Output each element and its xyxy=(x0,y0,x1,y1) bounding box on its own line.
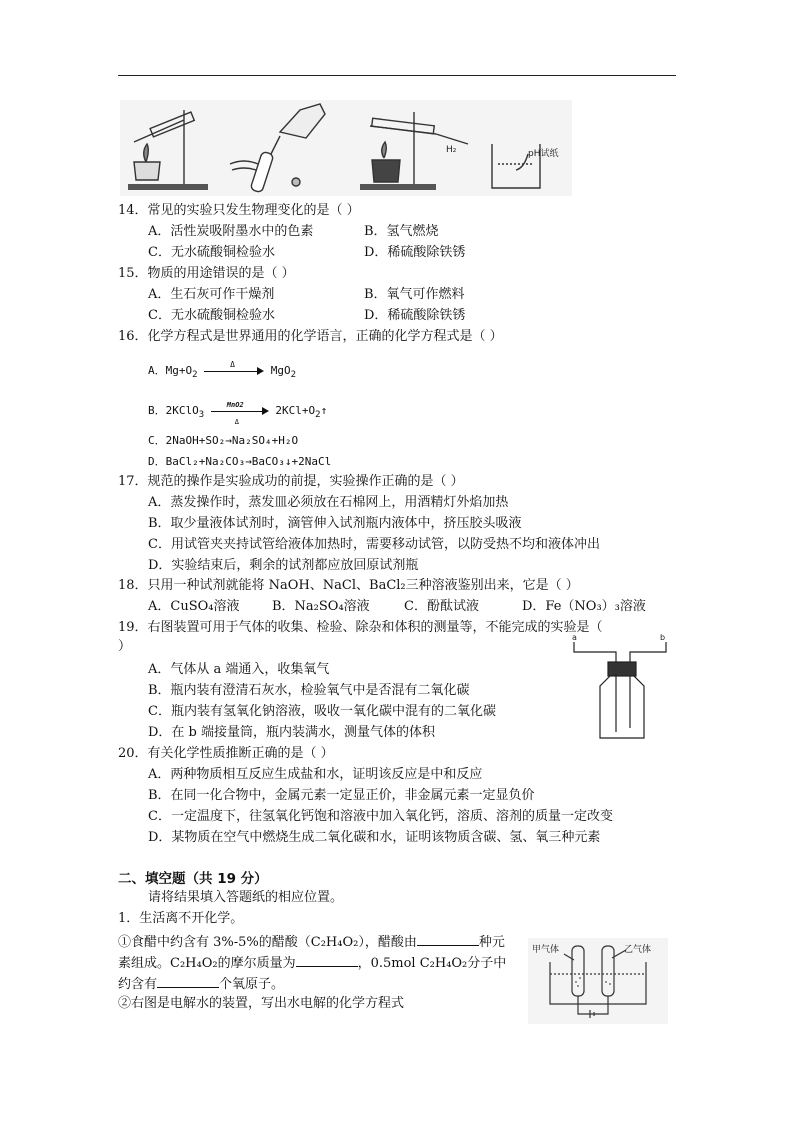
section-title: 二、填空题（共 19 分） xyxy=(118,871,268,887)
q18-option-c: C．酚酞试液 xyxy=(404,599,479,614)
label-b: b xyxy=(660,633,666,642)
q16-option-c: C．2NaOH+SO₂→Na₂SO₄+H₂O xyxy=(148,434,299,447)
q15-option-c: C．无水硫酸铜检验水 xyxy=(148,308,275,323)
q20-option-c: C．一定温度下，往氢氧化钙饱和溶液中加入氧化钙，溶质、溶剂的质量一定改变 xyxy=(148,809,613,824)
q19-stem: 19．右图装置可用于气体的收集、检验、除杂和体积的测量等，不能完成的实验是（ xyxy=(118,620,603,635)
experiment-figure xyxy=(120,100,572,196)
arrow-icon: Δ xyxy=(204,365,264,377)
section-instruction: 请将结果填入答题纸的相应位置。 xyxy=(148,890,344,905)
q19-stem-end: ） xyxy=(118,639,132,654)
gas-b-label: 乙气体 xyxy=(624,945,652,955)
q20-option-b: B．在同一化合物中，金属元素一定显正价，非金属元素一定显负价 xyxy=(148,788,535,803)
answer-blank-2[interactable] xyxy=(296,953,358,967)
q18-option-a: A．CuSO₄溶液 xyxy=(148,599,240,614)
q15-option-b: B．氧气可作燃料 xyxy=(364,287,465,302)
header-rule xyxy=(118,75,676,76)
q17-option-d: D．实验结束后，剩余的试剂都应放回原试剂瓶 xyxy=(148,558,419,573)
q19-option-c: C．瓶内装有氢氧化钠溶液，吸收一氧化碳中混有的二氧化碳 xyxy=(148,704,496,719)
fill-line-4: ②右图是电解水的装置，写出水电解的化学方程式 xyxy=(118,996,405,1011)
q15-option-d: D．稀硫酸除铁锈 xyxy=(364,308,466,323)
q18-option-b: B．Na₂SO₄溶液 xyxy=(272,599,370,614)
gas-bottle-figure xyxy=(570,632,670,744)
q14-option-c: C．无水硫酸铜检验水 xyxy=(148,245,275,260)
q17-option-b: B．取少量液体试剂时，滴管伸入试剂瓶内液体中，挤压胶头吸液 xyxy=(148,516,522,531)
q16-stem: 16．化学方程式是世界通用的化学语言，正确的化学方程式是（ ） xyxy=(118,329,503,344)
q16-option-d: D．BaCl₂+Na₂CO₃→BaCO₃↓+2NaCl xyxy=(148,455,332,468)
q19-option-a: A．气体从 a 端通入，收集氧气 xyxy=(148,662,330,677)
q15-stem: 15．物质的用途错误的是（ ） xyxy=(118,266,295,281)
label-a: a xyxy=(572,633,577,642)
q19-option-d: D．在 b 端接量筒，瓶内装满水，测量气体的体积 xyxy=(148,725,436,740)
arrow-icon: MnO2 Δ xyxy=(211,405,269,417)
h2-label: H₂ xyxy=(446,145,457,155)
gas-arrow-icon: ↑ xyxy=(320,404,328,417)
gas-a-label: 甲气体 xyxy=(532,945,560,955)
fill-q1: 1．生活离不开化学。 xyxy=(118,911,244,926)
fill-line-1: ①食醋中约含有 3%-5%的醋酸（C₂H₄O₂），醋酸由 种元 xyxy=(118,932,505,952)
q18-stem: 18．只用一种试剂就能将 NaOH、NaCl、BaCl₂三种溶液鉴别出来，它是（ ） xyxy=(118,578,579,593)
fill-line-2: 素组成。C₂H₄O₂的摩尔质量为 ，0.5mol C₂H₄O₂分子中 xyxy=(118,953,506,973)
ph-paper-label: pH试纸 xyxy=(528,149,559,159)
q14-option-d: D．稀硫酸除铁锈 xyxy=(364,245,466,260)
electrolysis-figure xyxy=(528,938,668,1024)
q14-option-b: B．氢气燃烧 xyxy=(364,224,439,239)
q14-option-a: A．活性炭吸附墨水中的色素 xyxy=(148,224,314,239)
answer-blank-1[interactable] xyxy=(417,932,479,946)
q14-stem: 14．常见的实验只发生物理变化的是（ ） xyxy=(118,203,360,218)
q15-option-a: A．生石灰可作干燥剂 xyxy=(148,287,275,302)
q17-option-c: C．用试管夹夹持试管给液体加热时，需要移动试管，以防受热不均和液体冲出 xyxy=(148,537,600,552)
q20-option-d: D．某物质在空气中燃烧生成二氧化碳和水，证明该物质含碳、氢、氧三种元素 xyxy=(148,830,601,845)
fill-line-3: 约含有 个氧原子。 xyxy=(118,974,284,994)
q19-option-b: B．瓶内装有澄清石灰水，检验氧气中是否混有二氧化碳 xyxy=(148,683,470,698)
q20-option-a: A．两种物质相互反应生成盐和水，证明该反应是中和反应 xyxy=(148,767,483,782)
q17-stem: 17．规范的操作是实验成功的前提，实验操作正确的是（ ） xyxy=(118,474,464,489)
q16-option-b: B．2KClO$_3$ MnO2 Δ $2KCl+O_2↑$ xyxy=(148,401,328,426)
q17-option-a: A．蒸发操作时，蒸发皿必须放在石棉网上，用酒精灯外焰加热 xyxy=(148,495,509,510)
q16-option-a: A．$Mg+O_2$ Δ MgO$_2$ xyxy=(148,360,297,381)
answer-blank-3[interactable] xyxy=(157,974,219,988)
q20-stem: 20．有关化学性质推断正确的是（ ） xyxy=(118,746,334,761)
q18-option-d: D．Fe（NO₃）₃溶液 xyxy=(522,599,646,614)
